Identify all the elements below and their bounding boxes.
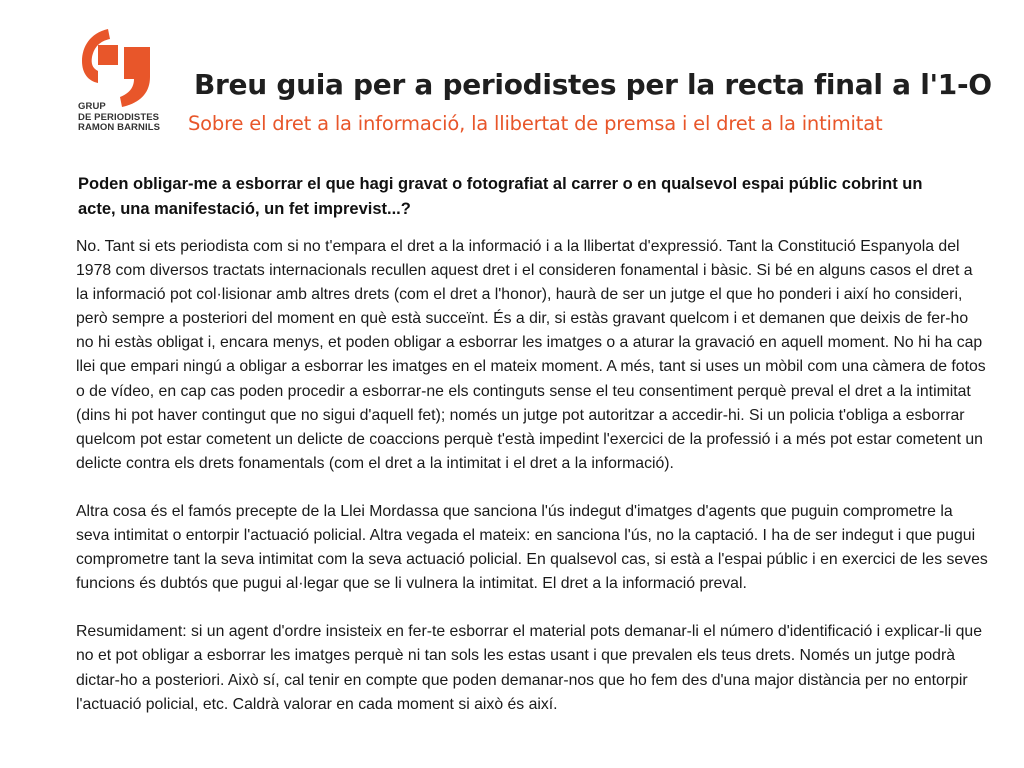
logo-line-1: GRUP — [78, 101, 106, 112]
question-heading: Poden obligar-me a esborrar el que hagi gravat o fotografiat al carrer o en qualsevol espai públic cobrint un acte, una manifestació, un fet imprevist...? — [78, 175, 923, 218]
quote-mark-logo-icon — [76, 25, 156, 107]
page-title: Breu guia per a periodistes per la recta final a l'1-O — [194, 68, 992, 101]
page-subtitle: Sobre el dret a la informació, la llibertat de premsa i el dret a la intimitat — [188, 112, 883, 135]
logo — [76, 25, 168, 137]
answer-body — [76, 235, 988, 741]
answer-paragraph-2: Altra cosa és el famós precepte de la Llei Mordassa que sanciona l'ús indegut d'imatges d'agents que puguin comprometre la seva intimitat o entorpir l'actuació policial. Altra vegada el mateix: en sanciona l'ús, no la captació. I ha de ser indegut i que pugui comprometre tant la seva intimitat com la seva actuació policial. En qualsevol cas, si està a l'espai públic i en exercici de les seves funcions és dubtós que pugui al·legar que se li vulnera la intimitat. El dret a la informació preval. — [76, 502, 988, 593]
logo-wordmark — [78, 102, 160, 134]
logo-line-2: DE PERIODISTES — [78, 111, 160, 123]
logo-line-3: RAMON BARNILS — [78, 122, 161, 133]
answer-paragraph-1: No. Tant si ets periodista com si no t'empara el dret a la informació i a la llibertat d'expressió. Tant la Constitució Espanyola del 1978 com diversos tractats internacionals recullen aquest dret i el consideren fonamental i bàsic. Si bé en alguns casos el dret a la informació pot col·lisionar amb altres drets (com el dret a l'honor), haurà de ser un jutge el que ho ponderi i així ho consideri, però sempre a posteriori del moment en què està succeïnt. És a dir, si estàs gravant quelcom i et demanen que deixis de fer-ho no hi estàs obligat i, encara menys, et poden obligar a esborrar les imatges o a aturar la gravació en aquell moment. No hi ha cap llei que empari ningú a obligar a esborrar les imatges en el mateix moment. A més, tant si uses un mòbil com una càmera de fotos o de vídeo, en cap cas poden procedir a esborrar-ne els continguts sense el teu consentiment perquè preval el dret a la intimitat (dins hi pot haver contingut que no sigui d'aquell fet); només un jutge pot autoritzar a accedir-hi. Si un policia t'obliga a esborrar quelcom pot estar cometent un delicte de coaccions perquè t'està impedint l'exercici de la professió i a més pot estar cometent un delicte contra els drets fonamentals (com el dret a la intimitat i el dret a la informació). — [76, 238, 986, 472]
answer-paragraph-3: Resumidament: si un agent d'ordre insisteix en fer-te esborrar el material pots demanar-li el número d'identificació i explicar-li que no et pot obligar a esborrar les imatges perquè ni tan sols les estas usant i que prevalen els teus drets. Només un jutge podrà dictar-ho a posteriori. Això sí, cal tenir en compte que poden demanar-nos que ho fem des d'una major distància per no entorpir l'actuació policial, etc. Caldrà valorar en cada moment si això és així. — [76, 623, 982, 713]
